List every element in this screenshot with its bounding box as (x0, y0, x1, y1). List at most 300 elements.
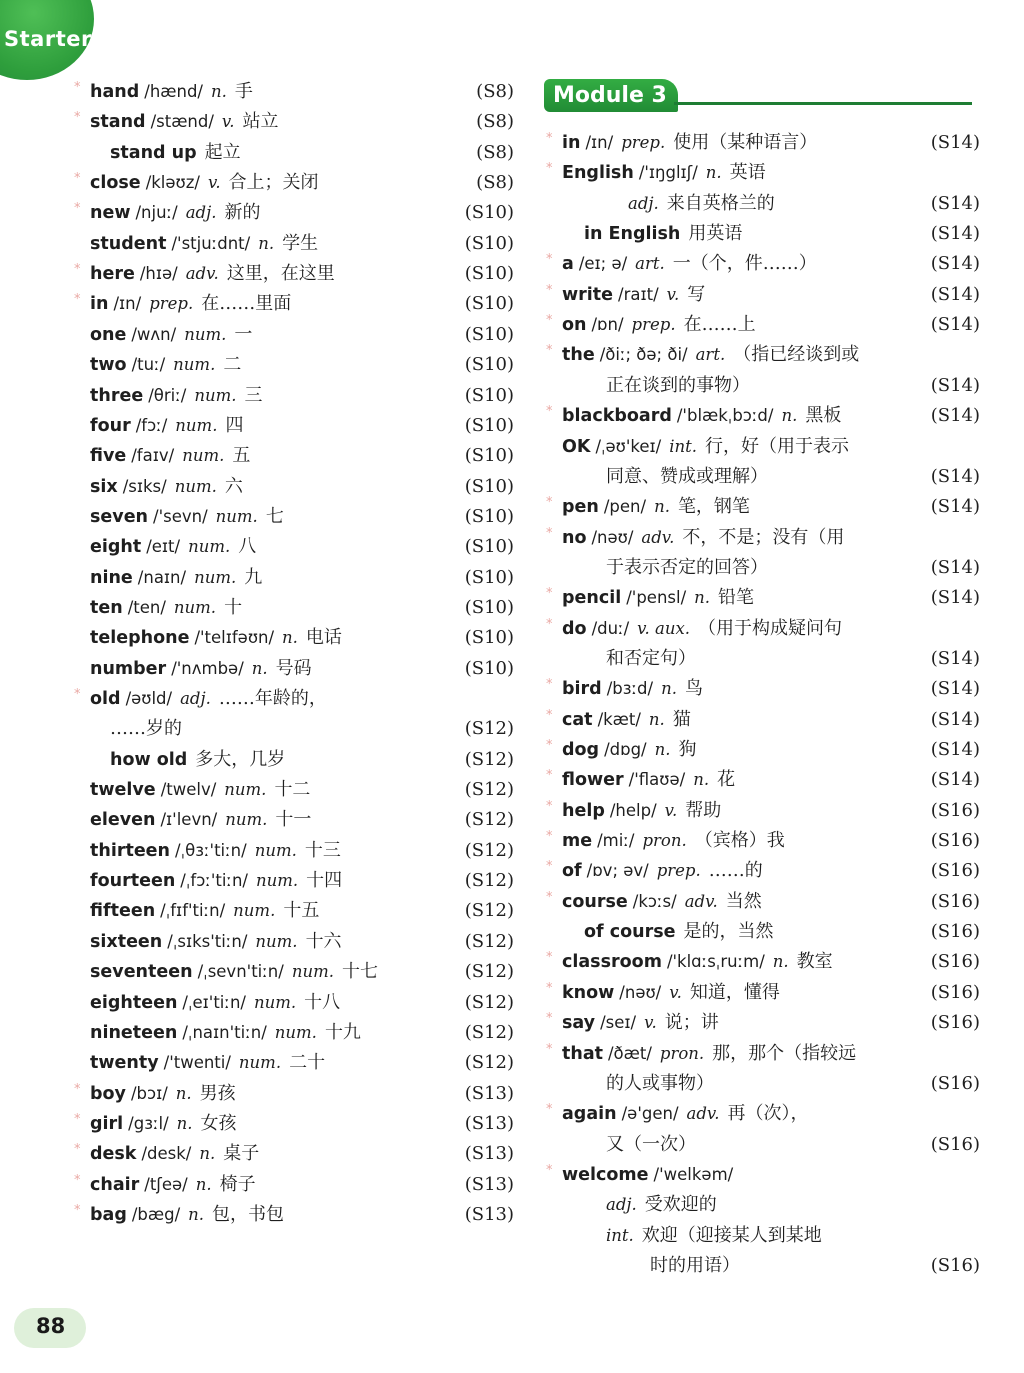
entry-text (606, 372, 750, 400)
entry-mean: 欢迎（迎接某人到某地 (641, 1224, 822, 1246)
page-reference: (S14) (930, 647, 980, 669)
page-reference: (S10) (464, 414, 514, 436)
entry-pos: v. (644, 1013, 657, 1033)
entry-text (90, 412, 243, 440)
entry-phon: /'blækˌbɔːd/ (676, 406, 774, 426)
page-reference: (S12) (464, 900, 514, 922)
key-word-star-icon: * (74, 110, 81, 126)
entry-word: blackboard (562, 406, 672, 427)
glossary-entry (546, 1070, 980, 1098)
entry-word: pencil (562, 588, 622, 609)
page-reference: (S12) (464, 718, 514, 740)
entry-mean: 号码 (275, 657, 312, 679)
page-reference: (S12) (464, 870, 514, 892)
key-word-star-icon: * (546, 738, 553, 753)
entry-pos: prep. (631, 315, 676, 335)
entry-word: that (562, 1043, 603, 1064)
entry-word: one (90, 324, 127, 345)
glossary-entry (546, 129, 980, 157)
entry-text (90, 564, 262, 592)
entry-word: seventeen (90, 962, 193, 983)
entry-pos: prep. (621, 133, 666, 152)
entry-text (562, 706, 691, 734)
page-reference: (S10) (464, 232, 514, 254)
entry-mean: 五 (232, 445, 251, 467)
key-word-star-icon: * (74, 201, 81, 217)
entry-phon: /əʊld/ (125, 689, 173, 708)
entry-text (562, 948, 833, 976)
page-reference: (S10) (464, 263, 514, 285)
entry-pos: num. (254, 840, 297, 860)
glossary-entry (546, 645, 980, 673)
entry-mean: 来自英格兰的 (666, 192, 775, 214)
entry-word: English (562, 163, 634, 184)
entry-text (562, 797, 721, 825)
entry-phon: /wʌn/ (131, 324, 177, 344)
entry-mean: ……岁的 (110, 718, 182, 740)
entry-phon: /hænd/ (144, 82, 203, 101)
glossary-entry (546, 827, 980, 855)
entry-pos: num. (256, 871, 299, 891)
key-word-star-icon: * (546, 798, 553, 814)
entry-word: dog (562, 740, 600, 760)
entry-phon: /eɪ; ə/ (578, 254, 628, 274)
entry-word: OK (562, 436, 591, 457)
glossary-entry (546, 1131, 980, 1159)
key-word-star-icon: * (546, 313, 553, 329)
glossary-entry (74, 837, 514, 865)
entry-word: two (90, 355, 127, 376)
entry-mean: 十九 (324, 1021, 361, 1043)
glossary-entry (74, 776, 514, 804)
key-word-star-icon: * (74, 1081, 81, 1097)
entry-word: telephone (90, 628, 190, 649)
entry-word: no (562, 527, 587, 548)
entry-text (562, 524, 844, 552)
entry-phon: /ɒn/ (591, 315, 624, 335)
page-reference: (S12) (464, 1052, 514, 1074)
glossary-entry (74, 624, 514, 652)
entry-phon: /naɪn/ (137, 567, 187, 587)
entry-mean: 铅笔 (718, 587, 755, 609)
page-reference: (S8) (476, 172, 514, 194)
key-word-star-icon: * (546, 525, 553, 541)
entry-text (90, 1171, 256, 1199)
page-reference: (S10) (464, 384, 514, 406)
entry-word: say (562, 1013, 596, 1034)
entry-pos: n. (210, 82, 227, 101)
entry-word: fifteen (90, 901, 156, 922)
entry-text (90, 897, 319, 925)
glossary-entry (74, 412, 514, 440)
entry-word: seven (90, 506, 149, 527)
module-title: Module 3 (544, 79, 678, 112)
glossary-entry (74, 169, 514, 197)
entry-text (650, 1252, 740, 1280)
entry-mean: 多大，几岁 (195, 748, 286, 770)
entry-pos: int. (606, 1225, 634, 1245)
entry-text (90, 1019, 361, 1047)
glossary-entry (74, 199, 514, 227)
key-word-star-icon: * (546, 1041, 553, 1057)
entry-text (90, 382, 263, 410)
page-reference: (S14) (930, 769, 980, 791)
entry-word: how old (110, 749, 188, 770)
glossary-entry (546, 190, 980, 218)
glossary-entry (74, 321, 514, 349)
entry-word: cat (562, 709, 593, 730)
glossary-entry (546, 524, 980, 552)
entry-text (90, 199, 260, 227)
entry-word: help (562, 800, 605, 821)
entry-phon: /'pensl/ (626, 588, 687, 608)
entry-word: old (90, 689, 121, 709)
entry-word: number (90, 658, 167, 679)
entry-mean: 六 (224, 475, 243, 497)
entry-pos: v. (669, 982, 682, 1002)
entry-pos: int. (669, 436, 698, 456)
page-reference: (S14) (930, 678, 980, 700)
entry-text (606, 1191, 717, 1219)
entry-phon: /ðæt/ (608, 1043, 652, 1063)
entry-word: in (562, 133, 581, 153)
entry-text (562, 827, 785, 855)
glossary-entry (74, 1049, 514, 1077)
glossary-entry (74, 382, 514, 410)
entry-mean: 的人或事物） (606, 1072, 714, 1094)
entry-pos: num. (233, 901, 276, 921)
entry-pos: n. (648, 709, 665, 729)
key-word-star-icon: * (74, 80, 81, 95)
entry-mean: 站立 (242, 111, 279, 133)
entry-text (606, 554, 768, 582)
entry-text (562, 766, 735, 794)
entry-text (584, 918, 774, 946)
entry-text (90, 260, 335, 288)
glossary-entry (74, 533, 514, 561)
entry-mean: 学生 (282, 232, 319, 254)
entry-mean: 写 (687, 283, 706, 305)
glossary-entry (74, 351, 514, 379)
glossary-entry (74, 685, 514, 713)
entry-pos: pron. (642, 831, 687, 851)
glossary-entry (74, 806, 514, 834)
entry-phon: /nəʊ/ (619, 982, 662, 1002)
glossary-entry (546, 493, 980, 521)
entry-word: thirteen (90, 840, 171, 861)
entry-text (90, 108, 279, 136)
key-word-star-icon: * (546, 1011, 553, 1027)
glossary-entry (74, 655, 514, 683)
entry-mean: 十七 (341, 961, 378, 983)
entry-text (562, 615, 842, 643)
glossary-entry (546, 433, 980, 461)
page-reference: (S13) (464, 1173, 514, 1195)
entry-mean: 手 (234, 81, 253, 102)
key-word-star-icon: * (74, 687, 81, 702)
entry-pos: num. (173, 355, 216, 375)
entry-mean: 在……上 (683, 314, 756, 336)
key-word-star-icon: * (546, 252, 553, 268)
glossary-entry (546, 159, 980, 187)
entry-word: bag (90, 1204, 127, 1225)
entry-word: twelve (90, 780, 156, 801)
page-reference: (S14) (930, 496, 980, 518)
glossary-entry (74, 473, 514, 501)
entry-word: sixteen (90, 931, 163, 952)
entry-mean: 一 (234, 323, 253, 345)
entry-mean: 用英语 (688, 223, 743, 245)
entry-pos: n. (176, 1113, 193, 1133)
page-reference: (S16) (930, 799, 980, 821)
entry-text (562, 341, 859, 369)
entry-pos: num. (291, 962, 334, 982)
glossary-entry (546, 857, 980, 885)
page-reference: (S14) (930, 314, 980, 336)
glossary-entry (74, 594, 514, 622)
entry-word: five (90, 446, 127, 467)
entry-word: desk (90, 1144, 137, 1165)
entry-text (90, 928, 342, 956)
entry-mean: 又（一次） (606, 1133, 696, 1155)
glossary-entry (74, 958, 514, 986)
page-reference: (S14) (930, 465, 980, 487)
entry-text (606, 645, 696, 673)
glossary-entry (546, 736, 980, 764)
entry-phon: /kɔːs/ (632, 891, 677, 911)
key-word-star-icon: * (546, 161, 553, 177)
glossary-entry (546, 948, 980, 976)
entry-pos: v. aux. (637, 618, 691, 638)
entry-text (90, 1201, 284, 1229)
entry-mean: 是的，当然 (683, 921, 774, 943)
entry-pos: num. (215, 506, 258, 526)
entry-phon: /desk/ (141, 1144, 192, 1164)
section-tab-label: Starter (4, 27, 92, 51)
entry-text (562, 1100, 809, 1128)
entry-mean: 不，不是；没有（用 (682, 526, 845, 548)
entry-mean: 十 (224, 596, 243, 618)
entry-text (110, 715, 182, 743)
glossary-entry (74, 1140, 514, 1168)
entry-mean: 在……里面 (201, 293, 292, 315)
entry-mean: （指已经谈到或 (733, 344, 860, 366)
entry-phon: /raɪt/ (618, 284, 659, 304)
entry-word: here (90, 264, 135, 285)
glossary-entry (74, 108, 514, 136)
page-reference: (S10) (464, 293, 514, 315)
entry-phon: /hɪə/ (139, 264, 178, 284)
entry-word: student (90, 233, 167, 254)
entry-mean: 于表示否定的回答） (606, 556, 768, 578)
page-reference: (S16) (930, 951, 980, 973)
entry-phon: /'flaʊə/ (628, 770, 686, 790)
key-word-star-icon: * (546, 343, 553, 359)
entry-word: bird (562, 679, 602, 700)
glossary-entry (546, 341, 980, 369)
entry-pos: v. (207, 173, 221, 193)
entry-pos: n. (251, 658, 268, 678)
entry-text (90, 776, 310, 804)
entry-text (90, 442, 250, 470)
page-reference: (S10) (464, 354, 514, 376)
entry-text (562, 1040, 856, 1068)
entry-word: the (562, 345, 595, 366)
entry-word: stand (90, 112, 146, 133)
entry-pos: num. (175, 415, 218, 435)
entry-text (562, 979, 780, 1007)
entry-text (110, 746, 285, 774)
entry-word: nineteen (90, 1022, 178, 1043)
glossary-entry (74, 1171, 514, 1199)
entry-pos: art. (635, 254, 665, 274)
glossary-entry (74, 442, 514, 470)
key-word-star-icon: * (546, 950, 553, 966)
page-reference: (S14) (930, 405, 980, 427)
entry-phon: /ˌsɪks'tiːn/ (167, 931, 248, 951)
entry-pos: n. (654, 740, 671, 759)
entry-text (90, 533, 256, 561)
entry-pos: v. (666, 284, 680, 304)
entry-mean: 再（次）， (727, 1103, 809, 1125)
entry-pos: num. (173, 597, 217, 617)
glossary-entry (546, 675, 980, 703)
page-number: 88 (36, 1314, 66, 1338)
key-word-star-icon: * (74, 1202, 81, 1218)
page-reference: (S16) (930, 860, 980, 882)
entry-text (90, 1140, 259, 1168)
entry-word: on (562, 315, 587, 336)
entry-word: new (90, 203, 131, 224)
entry-pos: adv. (185, 264, 219, 284)
entry-mean: 花 (717, 769, 736, 791)
glossary-entry (546, 706, 980, 734)
entry-pos: num. (184, 324, 227, 344)
key-word-star-icon: * (74, 1142, 81, 1158)
entry-text (90, 78, 253, 106)
entry-text (90, 230, 318, 258)
entry-text (562, 493, 750, 521)
key-word-star-icon: * (546, 495, 553, 511)
key-word-star-icon: * (546, 131, 553, 146)
entry-mean: 电话 (305, 627, 342, 649)
module-divider (674, 102, 972, 105)
entry-word: hand (90, 82, 140, 102)
entry-pos: prep. (656, 861, 701, 881)
entry-mean: 椅子 (219, 1173, 256, 1195)
entry-text (606, 1131, 696, 1159)
entry-pos: n. (258, 233, 275, 253)
entry-word: stand up (110, 142, 197, 163)
entry-mean: ……年龄的， (218, 688, 327, 709)
entry-word: flower (562, 770, 624, 791)
page-reference: (S13) (464, 1082, 514, 1104)
entry-text (90, 958, 378, 986)
entry-phon: /ɪ'levn/ (160, 810, 218, 830)
entry-word: me (562, 831, 593, 852)
page-reference: (S8) (476, 81, 514, 102)
page-reference: (S14) (930, 132, 980, 153)
entry-text (562, 402, 841, 430)
glossary-entry (546, 372, 980, 400)
entry-mean: 当然 (725, 890, 762, 912)
glossary-entry (74, 1201, 514, 1229)
entry-text (90, 351, 241, 379)
key-word-star-icon: * (546, 677, 553, 693)
page-reference: (S16) (930, 981, 980, 1003)
entry-mean: 鸟 (684, 678, 703, 700)
entry-phon: /kæt/ (597, 709, 641, 729)
entry-phon: /dɒg/ (604, 740, 647, 759)
entry-text (90, 806, 311, 834)
entry-word: fourteen (90, 871, 176, 892)
entry-phon: /bæg/ (131, 1204, 181, 1224)
entry-mean: 八 (238, 536, 257, 558)
key-word-star-icon: * (546, 889, 553, 905)
page-reference: (S14) (930, 587, 980, 609)
page-reference: (S10) (464, 627, 514, 649)
entry-pos: adj. (180, 689, 211, 708)
entry-pos: num. (182, 446, 225, 466)
page-reference: (S12) (464, 961, 514, 983)
entry-phon: /pen/ (603, 497, 647, 517)
key-word-star-icon: * (546, 980, 553, 996)
page-reference: (S16) (930, 921, 980, 943)
page-reference: (S14) (930, 253, 980, 275)
page-reference: (S16) (930, 1254, 980, 1276)
entry-mean: 三 (244, 384, 263, 406)
glossary-entry (74, 928, 514, 956)
entry-mean: 男孩 (199, 1082, 236, 1104)
entry-mean: 教室 (796, 951, 833, 973)
page-reference: (S12) (464, 1021, 514, 1043)
entry-text (90, 624, 342, 652)
key-word-star-icon: * (546, 1102, 553, 1118)
entry-text (90, 503, 284, 531)
entry-mean: 十五 (283, 900, 320, 922)
entry-word: know (562, 982, 615, 1003)
glossary-entry (546, 1009, 980, 1037)
key-word-star-icon: * (74, 292, 81, 308)
key-word-star-icon: * (74, 171, 81, 187)
entry-mean: 受欢迎的 (644, 1194, 717, 1216)
entry-text (562, 1161, 733, 1189)
entry-word: in English (584, 224, 681, 245)
entry-mean: 四 (225, 414, 244, 436)
entry-text (90, 290, 291, 318)
glossary-entry (74, 897, 514, 925)
entry-mean: 九 (244, 566, 263, 588)
key-word-star-icon: * (546, 616, 553, 632)
page-reference: (S8) (476, 141, 514, 163)
entry-phon: /twelv/ (160, 780, 217, 800)
glossary-entry (546, 463, 980, 491)
page-reference: (S14) (930, 708, 980, 730)
entry-phon: /stænd/ (150, 112, 214, 132)
entry-pos: n. (195, 1174, 212, 1194)
entry-mean: 时的用语） (650, 1254, 740, 1276)
entry-mean: 说；讲 (664, 1012, 719, 1034)
entry-word: welcome (562, 1164, 649, 1185)
entry-phon: /kləʊz/ (145, 173, 200, 193)
entry-phon: /ɪn/ (585, 133, 614, 152)
page-reference: (S12) (464, 839, 514, 861)
entry-phon: /fɔː/ (135, 415, 168, 435)
entry-phon: /ˌfɔː'tiːn/ (180, 871, 248, 891)
entry-phon: /'sevn/ (153, 506, 208, 526)
entry-word: in (90, 294, 109, 315)
entry-pos: v. (664, 800, 678, 820)
